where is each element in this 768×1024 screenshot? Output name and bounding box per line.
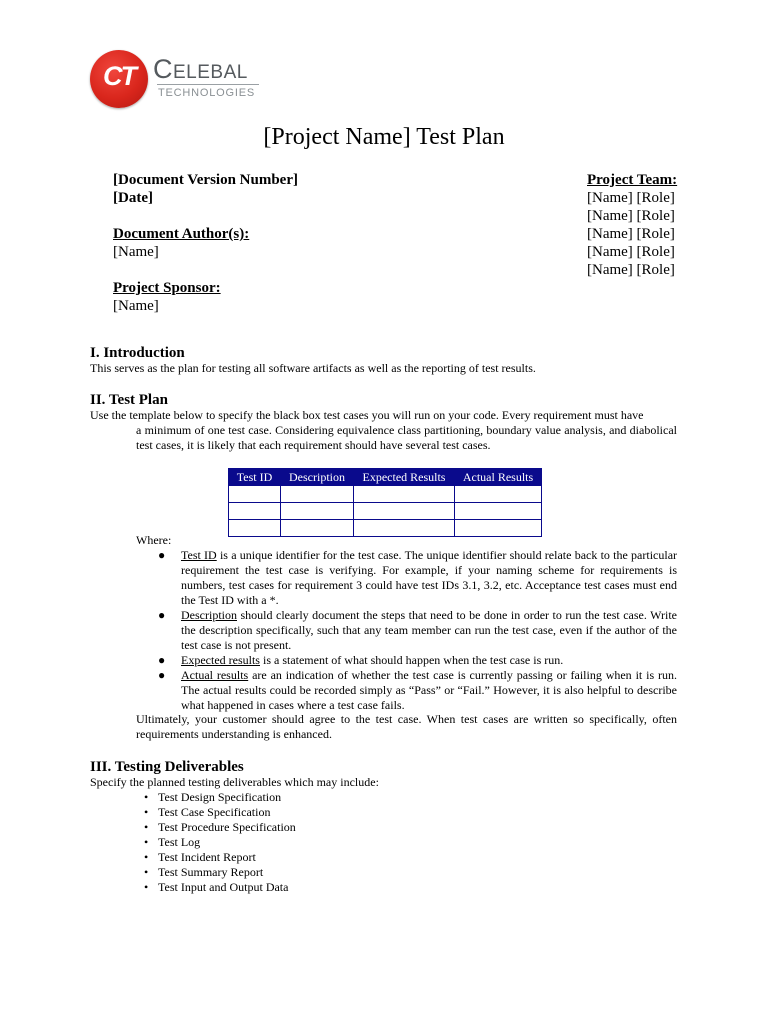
- list-item: [144, 850, 296, 865]
- where-label: Where:: [136, 533, 172, 547]
- deliverables-intro: Specify the planned testing deliverables which may include:: [90, 775, 379, 789]
- logo-mark-text: CT: [103, 61, 135, 91]
- list-item: [136, 548, 677, 608]
- sponsor-value: [Name]: [113, 298, 159, 314]
- definition-text: is a statement of what should happen when the test case is run.: [259, 653, 564, 667]
- test-plan-para-rest: a minimum of one test case. Considering equivalence class partitioning, boundary value analysis, and diabolical test cases, it is likely that each requirement should have several test cases.: [136, 423, 677, 452]
- bullet-icon: •: [144, 820, 149, 834]
- bullet-icon: ●: [158, 653, 166, 667]
- table-cell: [229, 503, 281, 520]
- table-row: [229, 503, 542, 520]
- definition-text: should clearly document the steps that need to be done in order to run the test case. Write the description specifically, such that any team member can run the test case, even if the author of the test case is not present.: [181, 608, 677, 652]
- closing-text: Ultimately, your customer should agree to the test case. When test cases are written so specifically, often requirements understanding is enhanced.: [136, 712, 677, 741]
- deliverable-label: Test Procedure Specification: [158, 820, 296, 834]
- deliverables-list: [144, 790, 296, 895]
- project-team: [587, 171, 676, 279]
- deliverable-label: Test Incident Report: [158, 850, 256, 864]
- deliverable-label: Test Case Specification: [158, 805, 271, 819]
- document-title: [Project Name] Test Plan: [263, 124, 505, 150]
- test-plan-heading: II. Test Plan: [90, 392, 168, 408]
- bullet-icon: •: [144, 790, 149, 804]
- table-cell: [281, 486, 354, 503]
- list-item: [144, 880, 296, 895]
- table-cell: [229, 486, 281, 503]
- author-label: Document Author(s):: [113, 226, 250, 242]
- list-item: [136, 668, 677, 713]
- table-cell: [281, 520, 354, 537]
- bullet-icon: ●: [158, 608, 166, 622]
- definition-term: Description: [181, 608, 237, 622]
- document-version: [Document Version Number]: [113, 172, 298, 188]
- document-date: [Date]: [113, 190, 153, 206]
- team-member: [Name] [Role]: [587, 190, 675, 206]
- author-value: [Name]: [113, 244, 159, 260]
- list-item: [144, 835, 296, 850]
- table-cell: [455, 520, 542, 537]
- definition-text: is a unique identifier for the test case. The unique identifier should relate back to the particular requirement the test case is verifying. For example, if your naming scheme for requirements is numbers, test cases for requirement 3 could have test IDs 3.1, 3.2, etc. Acceptance test cases must end the Test ID with a *.: [181, 548, 678, 607]
- col-expected-results: Expected Results: [354, 469, 455, 486]
- table-cell: [229, 520, 281, 537]
- sponsor-label: Project Sponsor:: [113, 280, 221, 296]
- definition-text: are an indication of whether the test case is currently passing or failing when it is run. The actual results could be recorded simply as “Pass” or “Fail.” However, it is also helpful to describe what happened in cases where a test case fails.: [181, 668, 677, 712]
- team-member: [Name] [Role]: [587, 244, 675, 260]
- intro-heading: I. Introduction: [90, 345, 185, 361]
- table-header-row: [229, 469, 542, 486]
- bullet-icon: ●: [158, 668, 166, 682]
- col-actual-results: Actual Results: [455, 469, 542, 486]
- list-item: [136, 608, 677, 653]
- table-cell: [455, 503, 542, 520]
- table-row: [229, 520, 542, 537]
- list-item: [144, 820, 296, 835]
- col-description: Description: [281, 469, 354, 486]
- col-test-id: Test ID: [229, 469, 281, 486]
- intro-text: This serves as the plan for testing all software artifacts as well as the reporting of test results.: [90, 361, 536, 375]
- logo-company-name: Celebal: [153, 54, 248, 84]
- deliverable-label: Test Input and Output Data: [158, 880, 289, 894]
- deliverables-heading: III. Testing Deliverables: [90, 759, 244, 775]
- deliverable-label: Test Log: [158, 835, 201, 849]
- table-cell: [281, 503, 354, 520]
- list-item: [144, 790, 296, 805]
- table-row: [229, 486, 542, 503]
- bullet-icon: •: [144, 850, 149, 864]
- table-cell: [354, 520, 455, 537]
- team-label: Project Team:: [587, 172, 678, 188]
- logo-divider: [157, 84, 259, 85]
- table-cell: [354, 503, 455, 520]
- list-item: [144, 805, 296, 820]
- list-item: [136, 653, 677, 668]
- bullet-icon: •: [144, 880, 149, 894]
- team-member: [Name] [Role]: [587, 262, 675, 278]
- test-case-table: [228, 468, 542, 537]
- deliverable-label: Test Design Specification: [158, 790, 282, 804]
- team-member: [Name] [Role]: [587, 208, 675, 224]
- bullet-icon: ●: [158, 548, 166, 562]
- table-cell: [455, 486, 542, 503]
- field-definitions-list: [136, 548, 677, 713]
- table-cell: [354, 486, 455, 503]
- list-item: [144, 865, 296, 880]
- deliverable-label: Test Summary Report: [158, 865, 264, 879]
- team-member: [Name] [Role]: [587, 226, 675, 242]
- company-logo: [90, 48, 270, 110]
- bullet-icon: •: [144, 835, 149, 849]
- logo-subtitle: TECHNOLOGIES: [158, 87, 256, 99]
- definition-term: Actual results: [181, 668, 249, 682]
- definition-term: Expected results: [181, 653, 260, 667]
- definition-term: Test ID: [181, 548, 217, 562]
- bullet-icon: •: [144, 805, 149, 819]
- bullet-icon: •: [144, 865, 149, 879]
- test-plan-para-first: Use the template below to specify the black box test cases you will run on your code. Every requirement must have: [90, 408, 644, 422]
